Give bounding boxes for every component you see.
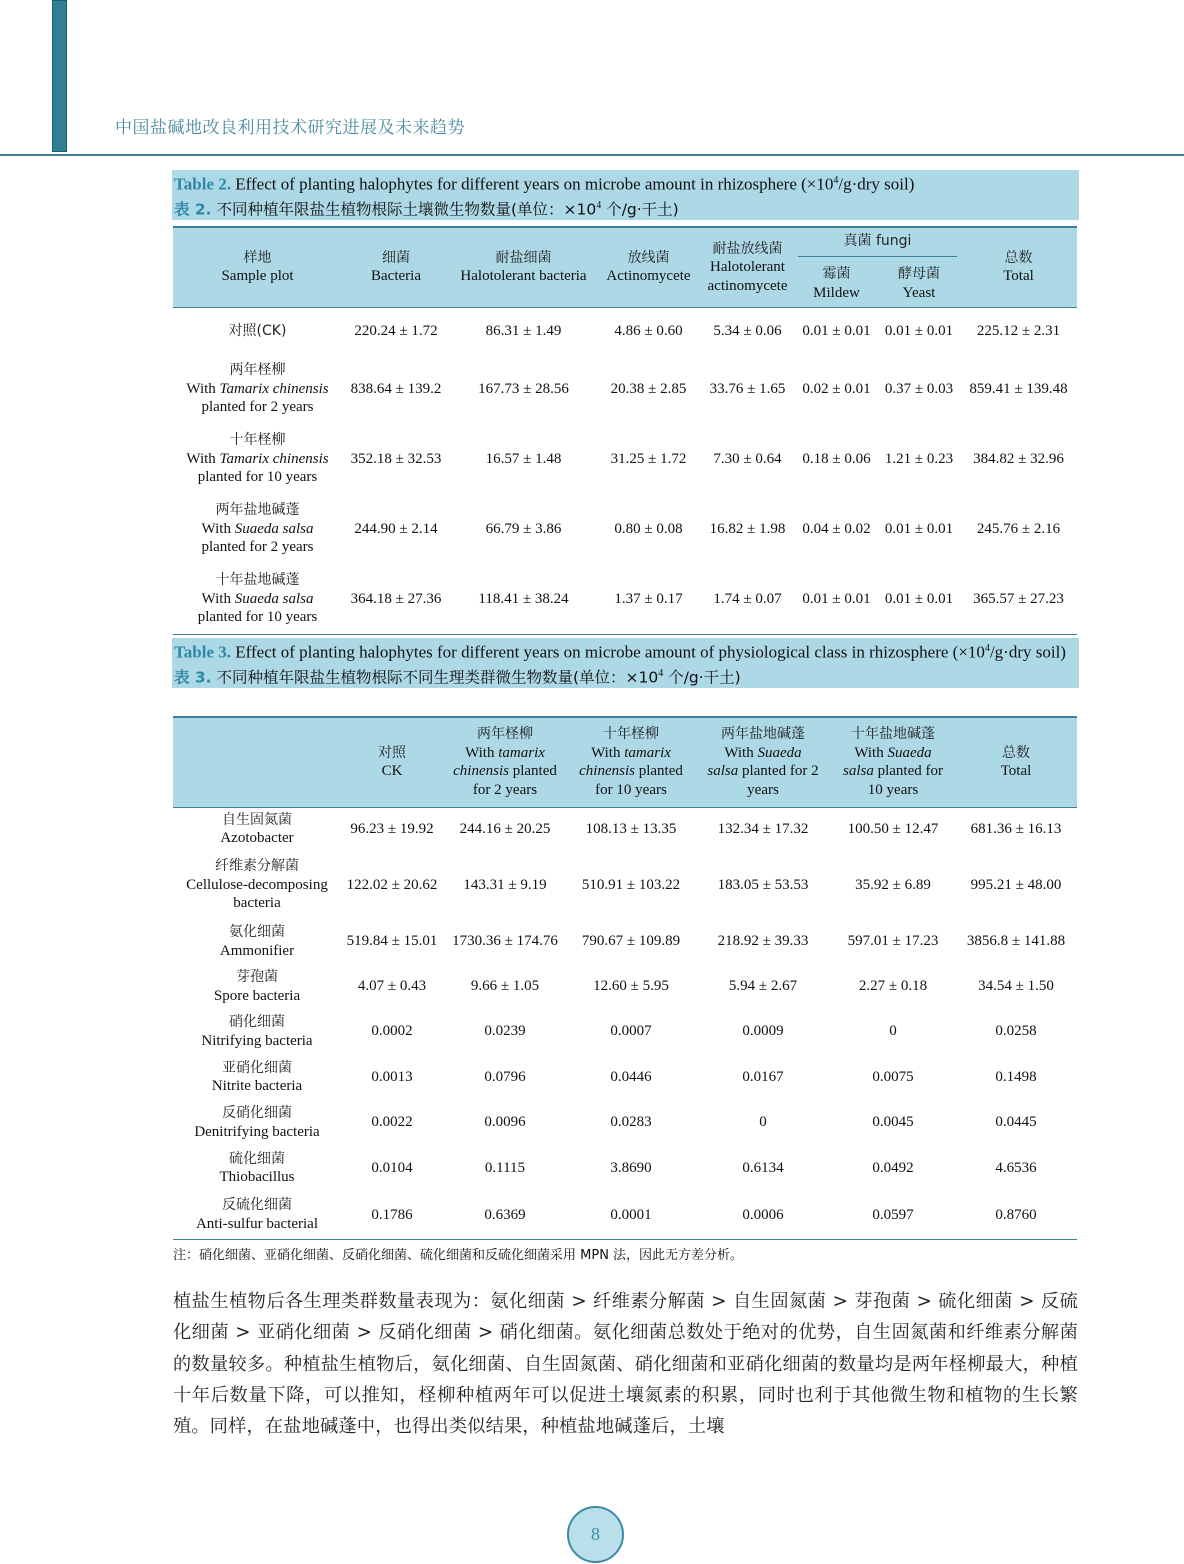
superscript: 4 bbox=[658, 667, 664, 679]
table-row bbox=[173, 1009, 1077, 1054]
table-row bbox=[173, 564, 1077, 634]
sample-plot-cell bbox=[173, 564, 342, 634]
value-cell: 9.66 ± 1.05 bbox=[470, 978, 540, 995]
sample-name-en-line2: planted for 10 years bbox=[197, 609, 318, 625]
value-cell: 143.31 ± 9.19 bbox=[463, 876, 547, 893]
value-cell: 244.16 ± 20.25 bbox=[459, 821, 551, 837]
value-cell: 5.34 ± 0.06 bbox=[713, 322, 782, 339]
microbe-class-cell bbox=[173, 1191, 341, 1239]
value-cell: 0.0283 bbox=[610, 1114, 652, 1131]
value-cell: 183.05 ± 53.53 bbox=[717, 876, 809, 893]
sample-name-cn: 两年盐地碱蓬 bbox=[215, 502, 300, 519]
sample-name-cn: 两年柽柳 bbox=[229, 362, 286, 379]
sample-name-en-line2: planted for 10 years bbox=[197, 469, 318, 486]
value-cell: 7.30 ± 0.64 bbox=[713, 450, 782, 467]
value-cell: 859.41 ± 139.48 bbox=[969, 380, 1068, 397]
table-row bbox=[173, 424, 1077, 494]
microbe-name-cn: 氨化细菌 bbox=[229, 924, 285, 940]
value-cell: 244.90 ± 2.14 bbox=[354, 520, 438, 537]
value-cell: 108.13 ± 13.35 bbox=[585, 821, 677, 837]
microbe-name-en: Ammonifier bbox=[219, 942, 295, 959]
table3 bbox=[173, 716, 1077, 1240]
table3-caption bbox=[172, 638, 1079, 688]
value-cell: 0.80 ± 0.08 bbox=[614, 520, 683, 537]
sample-name-en-line2: planted for 2 years bbox=[201, 539, 314, 556]
value-cell: 0.0002 bbox=[371, 1023, 413, 1040]
value-cell: 3856.8 ± 141.88 bbox=[966, 933, 1066, 950]
value-cell: 0.0096 bbox=[484, 1114, 526, 1131]
column-header: 总数 Total bbox=[1000, 744, 1032, 780]
microbe-class-cell bbox=[173, 919, 341, 964]
table2-caption-en-unit: /g·dry soil) bbox=[838, 174, 915, 194]
value-cell: 16.82 ± 1.98 bbox=[709, 520, 786, 537]
value-cell: 2.27 ± 0.18 bbox=[858, 978, 928, 995]
value-cell: 0.0492 bbox=[872, 1159, 914, 1176]
sample-plot-cell bbox=[173, 307, 342, 354]
sample-plot-cell bbox=[173, 424, 342, 494]
value-cell: 0 bbox=[759, 1114, 767, 1131]
microbe-class-cell bbox=[173, 1009, 341, 1054]
value-cell: 0.0796 bbox=[484, 1068, 526, 1085]
value-cell: 838.64 ± 139.2 bbox=[350, 380, 442, 397]
value-cell: 0.01 ± 0.01 bbox=[884, 322, 954, 339]
microbe-name-cn: 亚硝化细菌 bbox=[222, 1059, 292, 1076]
value-cell: 352.18 ± 32.53 bbox=[350, 450, 442, 467]
value-cell: 4.6536 bbox=[995, 1159, 1037, 1176]
value-cell: 0.01 ± 0.01 bbox=[802, 322, 871, 339]
table2-caption-en: Effect of planting halophytes for different years on microbe amount in rhizosphere (×10 bbox=[231, 174, 834, 194]
table2-caption-cn: 不同种植年限盐生植物根际土壤微生物数量(单位：×10 bbox=[211, 200, 597, 219]
value-cell: 31.25 ± 1.72 bbox=[610, 450, 687, 467]
value-cell: 220.24 ± 1.72 bbox=[354, 322, 438, 339]
value-cell: 12.60 ± 5.95 bbox=[593, 978, 669, 995]
body-paragraph: 植盐生植物后各生理类群数量表现为：氨化细菌 > 纤维素分解菌 > 自生固氮菌 > 芽孢菌 > 硫化细菌 > 反硫化细菌 > 亚硝化细菌 > 反硝化细菌 > 硝化细菌。氨化细菌总数处于绝对的优势，自生固氮菌和纤维素分解菌的数量较多。种植盐生植物后，氨化细菌、自生固氮菌、硝化细菌和亚硝化细菌的数量均是两年柽柳最大，种植十年后数量下降，可以推知，柽柳种植两年可以促进土壤氮素的积累，同时也利于其他微生物和植物的生长繁殖。同样，在盐地碱蓬中，也得出类似结果，种植盐地碱蓬后，土壤 bbox=[173, 1291, 1078, 1438]
value-cell: 34.54 ± 1.50 bbox=[978, 978, 1054, 995]
table2 bbox=[173, 226, 1077, 635]
value-cell: 96.23 ± 19.92 bbox=[350, 821, 434, 837]
value-cell: 20.38 ± 2.85 bbox=[610, 380, 687, 397]
table3-caption-cn-unit: 个/g·干土) bbox=[663, 668, 741, 687]
value-cell: 0.1498 bbox=[995, 1068, 1037, 1085]
value-cell: 167.73 ± 28.56 bbox=[478, 380, 569, 397]
superscript: 4 bbox=[833, 175, 839, 186]
value-cell: 86.31 ± 1.49 bbox=[485, 322, 562, 339]
value-cell: 510.91 ± 103.22 bbox=[581, 876, 681, 893]
microbe-name-cn: 纤维素分解菌 bbox=[215, 858, 299, 875]
microbe-class-cell bbox=[173, 807, 341, 851]
superscript: 4 bbox=[596, 199, 602, 211]
column-header: 十年盐地碱蓬 With Suaeda salsa planted for 10 years bbox=[843, 726, 943, 798]
header-accent-bar bbox=[52, 0, 67, 152]
sample-name-en: With Tamarix chinensis bbox=[186, 450, 329, 467]
value-cell: 66.79 ± 3.86 bbox=[485, 520, 562, 537]
value-cell: 0.0009 bbox=[742, 1023, 784, 1040]
table2-label-en: Table 2. bbox=[174, 174, 232, 194]
header-actinomycete: 放线菌 Actinomycete bbox=[606, 249, 691, 285]
value-cell: 365.57 ± 27.23 bbox=[973, 590, 1064, 607]
table3-caption-en: Effect of planting halophytes for different years on microbe amount of physiological class in rhizosphere (×10 bbox=[231, 642, 985, 662]
value-cell: 0 bbox=[889, 1023, 897, 1040]
value-cell: 0.01 ± 0.01 bbox=[884, 520, 954, 537]
microbe-name-cn: 反硫化细菌 bbox=[222, 1197, 292, 1214]
microbe-name-en: Spore bacteria bbox=[213, 987, 301, 1004]
value-cell: 132.34 ± 17.32 bbox=[717, 821, 809, 837]
value-cell: 118.41 ± 38.24 bbox=[478, 590, 569, 607]
header-divider bbox=[0, 154, 1184, 156]
microbe-name-cn: 硫化细菌 bbox=[229, 1150, 285, 1167]
value-cell: 0.8760 bbox=[995, 1206, 1037, 1223]
value-cell: 1.37 ± 0.17 bbox=[614, 590, 683, 607]
value-cell: 0.0239 bbox=[484, 1023, 526, 1040]
value-cell: 0.0045 bbox=[872, 1114, 914, 1131]
value-cell: 597.01 ± 17.23 bbox=[847, 933, 939, 950]
value-cell: 1.21 ± 0.23 bbox=[884, 450, 954, 467]
value-cell: 0.0258 bbox=[995, 1023, 1037, 1040]
value-cell: 0.6134 bbox=[742, 1159, 784, 1176]
value-cell: 0.1786 bbox=[371, 1206, 413, 1223]
table-row bbox=[173, 919, 1077, 964]
value-cell: 35.92 ± 6.89 bbox=[855, 876, 931, 893]
sample-name-en: With Suaeda salsa bbox=[201, 590, 314, 607]
value-cell: 364.18 ± 27.36 bbox=[350, 590, 442, 607]
table3-label-en: Table 3. bbox=[174, 642, 232, 662]
microbe-class-cell bbox=[173, 851, 341, 919]
sample-name-en-line2: planted for 2 years bbox=[201, 399, 314, 416]
sample-name-cn: 十年盐地碱蓬 bbox=[215, 572, 300, 588]
microbe-name-en: Anti-sulfur bacterial bbox=[195, 1215, 319, 1232]
value-cell: 3.8690 bbox=[610, 1159, 652, 1176]
sample-plot-cell bbox=[173, 494, 342, 564]
header-yeast: 酵母菌 Yeast bbox=[898, 266, 940, 301]
value-cell: 384.82 ± 32.96 bbox=[973, 450, 1064, 467]
table-row bbox=[173, 307, 1077, 354]
value-cell: 0.0022 bbox=[371, 1114, 413, 1131]
value-cell: 16.57 ± 1.48 bbox=[485, 450, 562, 467]
value-cell: 0.0597 bbox=[872, 1206, 914, 1223]
microbe-name-cn: 反硝化细菌 bbox=[222, 1105, 292, 1121]
table2-caption-cn-unit: 个/g·干土) bbox=[601, 200, 679, 219]
value-cell: 218.92 ± 39.33 bbox=[717, 933, 809, 950]
table-row bbox=[173, 1054, 1077, 1100]
value-cell: 0.0001 bbox=[610, 1206, 652, 1223]
column-header: 两年盐地碱蓬 With Suaeda salsa planted for 2 years bbox=[707, 726, 819, 798]
value-cell: 245.76 ± 2.16 bbox=[976, 520, 1061, 537]
microbe-name-cn: 自生固氮菌 bbox=[222, 811, 292, 828]
value-cell: 995.21 ± 48.00 bbox=[970, 876, 1062, 893]
header-blank bbox=[173, 717, 341, 807]
value-cell: 0.01 ± 0.01 bbox=[884, 590, 954, 607]
superscript: 4 bbox=[984, 643, 990, 654]
microbe-name-en: Nitrifying bacteria bbox=[201, 1032, 313, 1049]
table-row bbox=[173, 851, 1077, 919]
running-title: 中国盐碱地改良利用技术研究进展及未来趋势 bbox=[115, 118, 465, 138]
microbe-name-en: Nitrite bacteria bbox=[211, 1078, 303, 1094]
value-cell: 100.50 ± 12.47 bbox=[847, 821, 939, 837]
value-cell: 519.84 ± 15.01 bbox=[346, 933, 438, 950]
microbe-class-cell bbox=[173, 964, 341, 1009]
microbe-name-cn: 硝化细菌 bbox=[229, 1014, 285, 1030]
value-cell: 0.0104 bbox=[371, 1159, 413, 1176]
value-cell: 0.0006 bbox=[742, 1206, 784, 1223]
column-header: 两年柽柳 With tamarix chinensis planted for 2 years bbox=[453, 726, 557, 798]
value-cell: 0.01 ± 0.01 bbox=[802, 590, 871, 607]
value-cell: 0.0446 bbox=[610, 1068, 652, 1085]
header-mildew: 霉菌 Mildew bbox=[813, 266, 860, 301]
sample-plot-cell bbox=[173, 354, 342, 424]
table2-caption bbox=[172, 170, 1079, 220]
value-cell: 0.37 ± 0.03 bbox=[884, 380, 954, 397]
value-cell: 0.04 ± 0.02 bbox=[802, 520, 871, 537]
header-total: 总数 Total bbox=[1003, 249, 1034, 285]
table-row bbox=[173, 1191, 1077, 1239]
sample-name-cn: 十年柽柳 bbox=[229, 432, 286, 449]
value-cell: 0.0167 bbox=[742, 1068, 784, 1085]
table-row bbox=[173, 1145, 1077, 1191]
column-header: 对照 CK bbox=[378, 744, 406, 780]
value-cell: 0.6369 bbox=[484, 1206, 526, 1223]
microbe-name-en-line2: bacteria bbox=[233, 895, 281, 912]
value-cell: 0.1115 bbox=[484, 1159, 526, 1176]
value-cell: 681.36 ± 16.13 bbox=[970, 821, 1062, 837]
sample-name-en: With Suaeda salsa bbox=[201, 520, 314, 537]
value-cell: 1.74 ± 0.07 bbox=[713, 590, 782, 607]
table-row bbox=[173, 354, 1077, 424]
table3-caption-cn: 不同种植年限盐生植物根际不同生理类群微生物数量(单位：×10 bbox=[211, 668, 659, 687]
value-cell: 790.67 ± 109.89 bbox=[581, 933, 681, 950]
microbe-name-cn: 芽孢菌 bbox=[236, 969, 278, 985]
table-row bbox=[173, 807, 1077, 851]
header-halotolerant-bacteria: 耐盐细菌 Halotolerant bacteria bbox=[460, 249, 587, 285]
header-halotolerant-actinomycete: 耐盐放线菌 Halotolerant actinomycete bbox=[707, 240, 788, 294]
value-cell: 0.0445 bbox=[995, 1114, 1037, 1131]
microbe-class-cell bbox=[173, 1145, 341, 1191]
value-cell: 4.07 ± 0.43 bbox=[357, 978, 427, 995]
value-cell: 1730.36 ± 174.76 bbox=[452, 933, 558, 950]
microbe-class-cell bbox=[173, 1054, 341, 1100]
column-header: 十年柽柳 With tamarix chinensis planted for 10 years bbox=[579, 726, 683, 798]
microbe-class-cell bbox=[173, 1100, 341, 1145]
header-fungi: 真菌 fungi bbox=[795, 227, 960, 261]
value-cell: 0.0007 bbox=[610, 1023, 652, 1040]
value-cell: 225.12 ± 2.31 bbox=[976, 322, 1061, 339]
header-bacteria: 细菌 Bacteria bbox=[371, 249, 421, 285]
value-cell: 33.76 ± 1.65 bbox=[709, 380, 786, 397]
table-row bbox=[173, 494, 1077, 564]
sample-name-cn: 对照(CK) bbox=[228, 322, 287, 339]
value-cell: 122.02 ± 20.62 bbox=[346, 876, 438, 893]
table3-caption-en-unit: /g·dry soil) bbox=[989, 642, 1066, 662]
value-cell: 0.02 ± 0.01 bbox=[802, 380, 871, 397]
value-cell: 4.86 ± 0.60 bbox=[614, 322, 683, 339]
table3-note: 注：硝化细菌、亚硝化细菌、反硝化细菌、硫化细菌和反硫化细菌采用 MPN 法，因此无方差分析。 bbox=[173, 1248, 744, 1263]
value-cell: 0.18 ± 0.06 bbox=[802, 450, 871, 467]
table-row bbox=[173, 964, 1077, 1009]
sample-name-en: With Tamarix chinensis bbox=[186, 380, 329, 397]
table3-label-cn: 表 3. bbox=[174, 668, 212, 687]
value-cell: 0.0013 bbox=[371, 1068, 413, 1085]
table2-label-cn: 表 2. bbox=[174, 200, 212, 219]
microbe-name-en: Thiobacillus bbox=[219, 1169, 295, 1185]
table-row bbox=[173, 1100, 1077, 1145]
header-sample-plot: 样地 Sample plot bbox=[221, 249, 294, 285]
microbe-name-en: Denitrifying bacteria bbox=[194, 1123, 320, 1140]
microbe-name-en: Cellulose-decomposing bbox=[186, 876, 328, 893]
microbe-name-en: Azotobacter bbox=[220, 830, 294, 847]
page-number: 8 bbox=[567, 1506, 624, 1563]
value-cell: 0.0075 bbox=[872, 1068, 914, 1085]
value-cell: 5.94 ± 2.67 bbox=[728, 978, 798, 995]
